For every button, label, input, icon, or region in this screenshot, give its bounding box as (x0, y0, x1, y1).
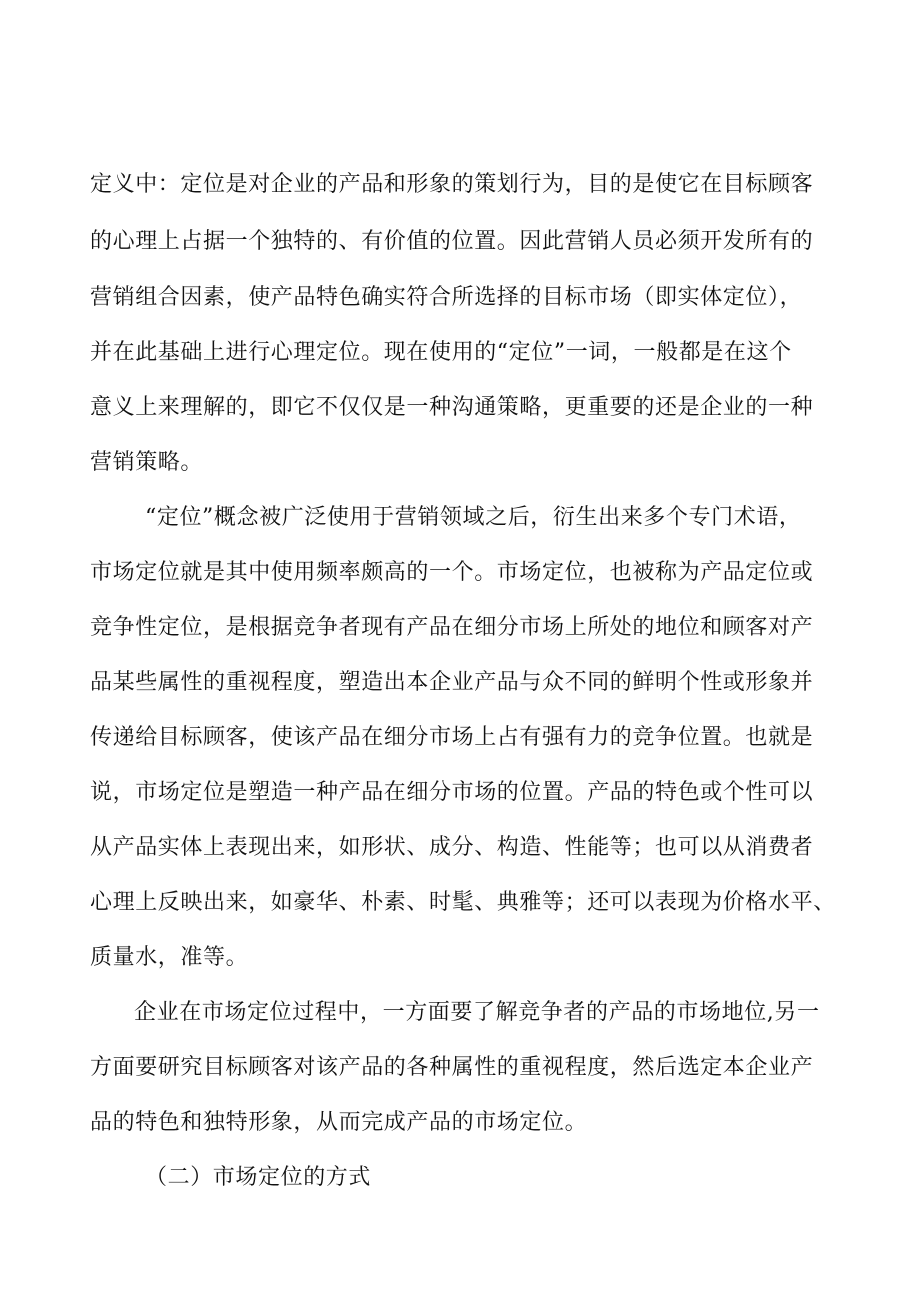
paragraph-1-line-4: 并在此基础上进行心理定位。现在使用的“定位”一词，一般都是在这个 (90, 340, 792, 365)
paragraph-3-line-2: 方面要研究目标顾客对该产品的各种属性的重视程度，然后选定本企业产 (90, 1055, 814, 1080)
paragraph-1-line-6: 营销策略。 (90, 450, 204, 475)
paragraph-3-line-3: 品的特色和独特形象，从而完成产品的市场定位。 (90, 1110, 588, 1135)
paragraph-2-line-5: 传递给目标顾客，使该产品在细分市场上占有强有力的竞争位置。也就是 (90, 725, 814, 750)
paragraph-2-line-2: 市场定位就是其中使用频率颇高的一个。市场定位，也被称为产品定位或 (90, 560, 814, 585)
section-heading: （二）市场定位的方式 (145, 1165, 372, 1190)
paragraph-1-line-5: 意义上来理解的，即它不仅仅是一种沟通策略，更重要的还是企业的一种 (90, 395, 814, 420)
paragraph-2-line-8: 心理上反映出来，如豪华、朴素、时髦、典雅等；还可以表现为价格水平、 (90, 890, 836, 915)
paragraph-2-line-4: 品某些属性的重视程度，塑造出本企业产品与众不同的鲜明个性或形象并 (90, 670, 814, 695)
paragraph-1-line-3: 营销组合因素，使产品特色确实符合所选择的目标市场（即实体定位）， (90, 285, 803, 310)
paragraph-2-line-7: 从产品实体上表现出来，如形状、成分、构造、性能等；也可以从消费者 (90, 835, 814, 860)
paragraph-2-line-9: 质量水，准等。 (90, 945, 249, 970)
paragraph-2-line-1: “定位”概念被广泛使用于营销领域之后，衍生出来多个专门术语， (145, 505, 802, 530)
paragraph-2-line-6: 说，市场定位是塑造一种产品在细分市场的位置。产品的特色或个性可以 (90, 780, 814, 805)
paragraph-2-line-3: 竞争性定位，是根据竞争者现有产品在细分市场上所处的地位和顾客对产 (90, 615, 814, 640)
paragraph-1-line-1: 定义中：定位是对企业的产品和形象的策划行为，目的是使它在目标顾客 (90, 172, 814, 197)
paragraph-1-line-2: 的心理上占据一个独特的、有价值的位置。因此营销人员必须开发所有的 (90, 229, 814, 254)
paragraph-3-line-1: 企业在市场定位过程中，一方面要了解竞争者的产品的市场地位,另一 (134, 1000, 820, 1025)
